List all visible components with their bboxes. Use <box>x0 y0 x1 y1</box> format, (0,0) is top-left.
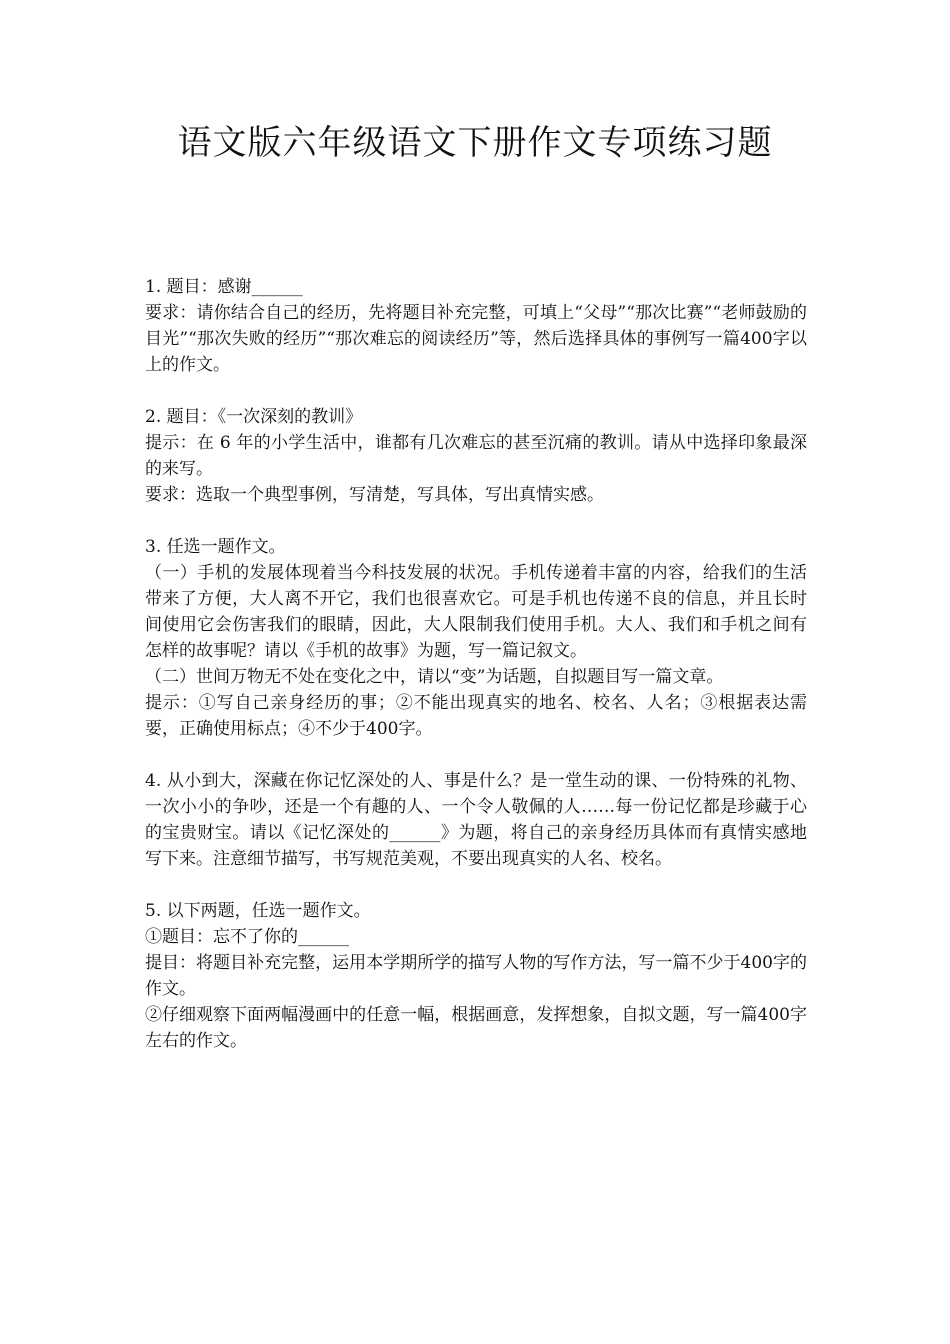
document-body <box>145 274 807 1080</box>
question-5-option-1-requirement: 提目：将题目补充完整，运用本学期所学的描写人物的写作方法，写一篇不少于400字的作文。 <box>145 953 807 999</box>
question-5 <box>145 898 807 1054</box>
question-2-requirement: 要求：选取一个典型事例，写清楚，写具体，写出真情实感。 <box>145 485 604 505</box>
question-3 <box>145 534 807 742</box>
question-4-text: 4. 从小到大，深藏在你记忆深处的人、事是什么？是一堂生动的课、一份特殊的礼物、一次小小的争吵，还是一个有趣的人、一个令人敬佩的人……每一份记忆都是珍藏于心的宝贵财宝。请以《记忆深处的______》为题，将自己的亲身经历具体而有真情实感地写下来。注意细节描写，书写规范美观，不要出现真实的人名、校名。 <box>145 771 807 869</box>
question-3-hint: 提示：①写自己亲身经历的事；②不能出现真实的地名、校名、人名；③根据表达需要，正确使用标点；④不少于400字。 <box>145 693 807 739</box>
question-1-requirement: 要求：请你结合自己的经历，先将题目补充完整，可填上“父母”“那次比赛”“老师鼓励的目光”“那次失败的经历”“那次难忘的阅读经历”等，然后选择具体的事例写一篇400字以上的作文。 <box>145 303 807 375</box>
question-3-option-1: （一）手机的发展体现着当今科技发展的状况。手机传递着丰富的内容，给我们的生活带来了方便，大人离不开它，我们也很喜欢它。可是手机也传递不良的信息，并且长时间使用它会伤害我们的眼睛，因此，大人限制我们使用手机。大人、我们和手机之间有怎样的故事呢？请以《手机的故事》为题，写一篇记叙文。 <box>145 563 807 661</box>
question-1-heading: 1. 题目：感谢______ <box>145 277 303 297</box>
question-4 <box>145 768 807 872</box>
question-5-option-2: ②仔细观察下面两幅漫画中的任意一幅，根据画意，发挥想象，自拟文题，写一篇400字左右的作文。 <box>145 1005 807 1051</box>
question-5-option-1-title: ①题目：忘不了你的______ <box>145 927 349 947</box>
question-3-option-2: （二）世间万物无不处在变化之中，请以“变”为话题，自拟题目写一篇文章。 <box>145 667 724 687</box>
question-1 <box>145 274 807 378</box>
question-2-hint: 提示：在 6 年的小学生活中，谁都有几次难忘的甚至沉痛的教训。请从中选择印象最深的来写。 <box>145 433 807 479</box>
question-2-heading: 2. 题目：《一次深刻的教训》 <box>145 407 363 427</box>
question-3-heading: 3. 任选一题作文。 <box>145 537 286 557</box>
question-2 <box>145 404 807 508</box>
question-5-heading: 5. 以下两题，任选一题作文。 <box>145 901 371 921</box>
document-title: 语文版六年级语文下册作文专项练习题 <box>177 122 773 163</box>
